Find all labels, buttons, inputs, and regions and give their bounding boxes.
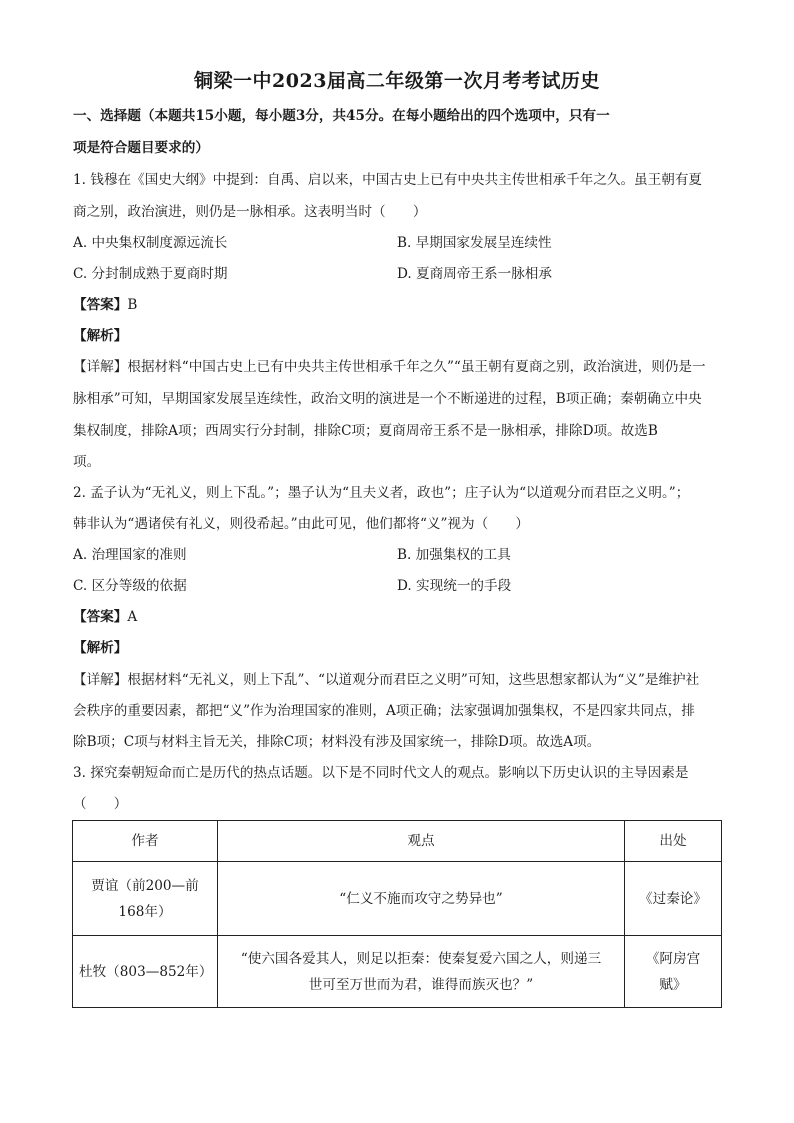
table-cell-author [73,936,218,1008]
q2-detail-line-3: 除B项；C项与材料主旨无关，排除C项；材料没有涉及国家统一，排除D项。故选A项。 [73,734,601,750]
q2-stem-line-1: 2. 孟子认为“无礼义，则上下乱。”；墨子认为“且夫义者，政也”；庄子认为“以道观分而君臣之义明。”； [73,485,690,501]
table-cell-view [218,936,625,1008]
section-heading-line-2: 项是符合题目要求的） [73,140,209,156]
page-title: 铜梁一中2023届高二年级第一次月考考试历史 [194,70,600,92]
q2-detail-line-1: 【详解】根据材料“无礼义，则上下乱”、“以道观分而君臣之义明”可知，这些思想家都认为“义”是维护社 [73,672,700,688]
q2-option-b: B. 加强集权的工具 [397,547,511,563]
table-cell-source [625,936,722,1008]
q2-answer [73,607,723,627]
q1-detail-line-2: 脉相承”可知，早期国家发展呈连续性，政治文明的演进是一个不断递进的过程，B项正确；秦朝确立中央 [73,391,702,407]
table-header-source: 出处 [625,821,722,862]
q1-detail-line-3: 集权制度，排除A项；西周实行分封制，排除C项；夏商周帝王系不是一脉相承，排除D项。故选B [73,423,658,439]
table-header-author: 作者 [73,821,218,862]
q2-detail-line-2: 会秩序的重要因素，都把“义”作为治理国家的准则，A项正确；法家强调加强集权，不是四家共同点，排 [73,703,695,719]
q2-answer-tag: 【答案】 [73,609,128,625]
q1-detail-line-1: 【详解】根据材料“中国古史上已有中央共主传世相承千年之久”“虽王朝有夏商之别，政治演进，则仍是一 [73,359,706,375]
q2-option-c: C. 区分等级的依据 [73,578,187,594]
q3-stem-line-1: 3. 探究秦朝短命而亡是历代的热点话题。以下是不同时代文人的观点。影响以下历史认识的主导因素是 [73,765,689,781]
q2-analysis-tag: 【解析】 [73,640,128,656]
cell-line: 贾谊（前200—前 [91,877,199,894]
cell-line: “使六国各爱其人，则足以拒秦：使秦复爱六国之人，则递三 [240,950,602,967]
q1-option-d: D. 夏商周帝王系一脉相承 [397,266,552,282]
q2-option-d: D. 实现统一的手段 [397,578,512,594]
cell-line: 杜牧（803—852年） [79,963,213,980]
q3-stem-line-2: （ ） [73,796,128,812]
q1-answer-value: B [127,297,138,313]
cell-line: 赋》 [659,976,687,993]
section-heading-line-1: 一、选择题（本题共15小题，每小题3分，共45分。在每小题给出的四个选项中，只有一 [73,108,610,124]
q1-stem-line-1: 1. 钱穆在《国史大纲》中提到：自禹、启以来，中国古史上已有中央共主传世相承千年之久。虽王朝有夏 [73,172,703,188]
table-cell-source [625,862,722,936]
q1-answer [73,295,723,315]
q1-detail-line-4: 项。 [73,454,101,470]
q1-analysis-tag: 【解析】 [73,328,128,344]
q1-option-c: C. 分封制成熟于夏商时期 [73,266,228,282]
cell-line: “仁义不施而攻守之势异也” [339,890,503,907]
q2-option-a: A. 治理国家的准则 [73,547,187,563]
cell-line: 《过秦论》 [639,890,707,907]
table-cell-view [218,862,625,936]
table-header-view: 观点 [218,821,625,862]
cell-line: 168年） [118,903,172,920]
q1-stem-line-2: 商之别，政治演进，则仍是一脉相承。这表明当时（ ） [73,204,427,220]
table-row [73,936,722,1008]
q1-option-a: A. 中央集权制度源远流长 [73,235,228,251]
table-cell-author [73,862,218,936]
q2-answer-value: A [127,609,138,625]
table-row [73,862,722,936]
source-table [72,820,722,1008]
q1-option-b: B. 早期国家发展呈连续性 [397,235,552,251]
q2-stem-line-2: 韩非认为“遇诸侯有礼义，则役希起。”由此可见，他们都将“义”视为（ ） [73,516,529,532]
cell-line: 《阿房宫 [645,950,701,967]
q1-answer-tag: 【答案】 [73,297,128,313]
table-header-row [73,821,722,862]
cell-line: 世可至万世而为君，谁得而族灭也？” [308,976,534,993]
